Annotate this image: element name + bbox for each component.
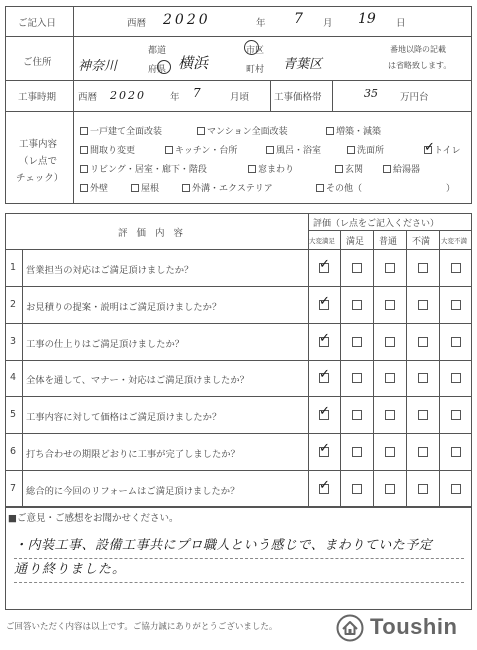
option-label: キッチン・台所 — [175, 146, 238, 156]
period-label: 工事時期 — [18, 92, 57, 103]
rating-checkbox[interactable] — [352, 447, 362, 457]
row-question: 全体を通して、マナー・対応はご満足頂けましたか？ — [26, 375, 249, 386]
option-detached-house[interactable] — [80, 124, 162, 137]
row-question: 営業担当の対応はご満足頂けましたか？ — [26, 265, 194, 276]
content-label-3: チェック） — [16, 173, 64, 184]
comments-label: ■ご意見・ご感想をお聞かせください。 — [8, 513, 179, 524]
address-ward: 青葉区 — [283, 57, 323, 72]
option-kitchen[interactable] — [165, 143, 237, 156]
option-label: 洗面所 — [357, 146, 385, 156]
checkbox[interactable] — [326, 127, 334, 135]
option-label: トイレ — [434, 146, 461, 156]
rating-checkbox[interactable] — [352, 410, 362, 420]
row-number: 3 — [10, 336, 17, 347]
rating-checkbox[interactable] — [319, 337, 329, 347]
col-normal: 普通 — [379, 237, 398, 247]
rating-checkbox[interactable] — [418, 484, 428, 494]
rating-checkbox[interactable] — [418, 337, 428, 347]
rating-checkbox[interactable] — [319, 263, 329, 273]
date-label: ご記入日 — [18, 18, 57, 29]
rating-checkbox[interactable] — [451, 484, 461, 494]
row-number: 6 — [10, 446, 17, 457]
option-other[interactable] — [316, 181, 362, 194]
rating-checkbox[interactable] — [352, 263, 362, 273]
divider — [332, 80, 333, 111]
checkbox[interactable] — [165, 146, 173, 154]
divider — [22, 249, 23, 507]
divider — [5, 470, 472, 471]
rating-checkbox[interactable] — [385, 300, 395, 310]
option-label: 外溝・エクステリア — [192, 184, 273, 194]
rating-checkbox[interactable] — [352, 484, 362, 494]
option-mansion[interactable] — [197, 124, 288, 137]
address-cho-son: 町村 — [246, 65, 265, 75]
option-exterior[interactable] — [182, 181, 273, 194]
option-exterior-wall[interactable] — [80, 181, 108, 194]
period-year-unit: 年 — [170, 92, 180, 103]
col-very-satisfied: 大変満足 — [309, 237, 335, 245]
option-other-close: ） — [446, 184, 456, 194]
rating-checkbox[interactable] — [418, 373, 428, 383]
rating-checkbox[interactable] — [451, 373, 461, 383]
address-shi-ku: 市区 — [246, 46, 265, 56]
divider — [5, 360, 472, 361]
option-roof[interactable] — [131, 181, 159, 194]
option-label: 風呂・浴室 — [276, 146, 322, 156]
checkbox[interactable] — [266, 146, 274, 154]
divider — [5, 80, 472, 81]
option-washroom[interactable] — [347, 143, 384, 156]
checkbox[interactable] — [347, 146, 355, 154]
option-water-heater[interactable] — [383, 162, 420, 175]
rating-checkbox[interactable] — [418, 410, 428, 420]
date-day-unit: 日 — [396, 18, 406, 29]
option-extension[interactable] — [326, 124, 381, 137]
checkbox[interactable] — [182, 184, 190, 192]
option-label: 増築・減築 — [336, 127, 382, 137]
checkbox[interactable] — [80, 127, 88, 135]
rating-checkbox[interactable] — [418, 300, 428, 310]
rating-heading: 評価（レ点をご記入ください） — [313, 219, 440, 229]
address-label: ご住所 — [23, 57, 52, 68]
content-label-2: （レ点で — [19, 156, 58, 167]
option-label: 玄関 — [345, 165, 364, 175]
rating-checkbox[interactable] — [451, 300, 461, 310]
option-label: 窓まわり — [258, 165, 295, 175]
date-era: 西暦 — [127, 18, 147, 29]
divider — [5, 433, 472, 434]
checkbox[interactable] — [316, 184, 324, 192]
row-question: お見積りの提案・説明はご満足頂けましたか？ — [26, 302, 222, 313]
address-note-2: は省略致します。 — [388, 61, 452, 70]
circle-mark — [157, 60, 171, 74]
option-label: 屋根 — [141, 184, 160, 194]
divider — [5, 286, 472, 287]
period-era: 西暦 — [78, 92, 98, 103]
row-number: 1 — [10, 262, 17, 273]
checkbox[interactable] — [335, 165, 343, 173]
date-day: 19 — [358, 11, 376, 27]
rating-checkbox[interactable] — [319, 447, 329, 457]
option-label: リビング・居室・廊下・階段 — [90, 165, 207, 175]
divider — [5, 323, 472, 324]
divider — [5, 249, 472, 250]
rating-checkbox[interactable] — [451, 447, 461, 457]
rating-checkbox[interactable] — [352, 300, 362, 310]
address-to-do: 都道 — [148, 46, 167, 56]
option-window[interactable] — [248, 162, 294, 175]
divider — [340, 230, 341, 507]
option-label: 給湯器 — [393, 165, 421, 175]
option-label: 一戸建て全面改装 — [90, 127, 163, 137]
rating-checkbox[interactable] — [451, 263, 461, 273]
footer-text: ご回答いただく内容は以上です。ご協力誠にありがとうございました。 — [6, 622, 278, 632]
option-toilet[interactable] — [424, 143, 461, 156]
rating-checkbox[interactable] — [319, 300, 329, 310]
price-label: 工事価格帯 — [274, 92, 322, 103]
checkbox[interactable] — [383, 165, 391, 173]
option-entrance[interactable] — [335, 162, 363, 175]
col-dissatisfied: 不満 — [412, 237, 431, 247]
divider — [373, 230, 374, 507]
divider — [5, 396, 472, 397]
address-note-1: 番地以降の記載 — [390, 45, 446, 54]
checkbox[interactable] — [80, 165, 88, 173]
period-month-unit: 月頃 — [230, 92, 250, 103]
rating-checkbox[interactable] — [418, 447, 428, 457]
date-year-unit: 年 — [256, 18, 266, 29]
comment-line — [14, 582, 464, 583]
option-bath[interactable] — [266, 143, 321, 156]
option-label: 外壁 — [90, 184, 109, 194]
checkbox[interactable] — [80, 184, 88, 192]
checkbox[interactable] — [131, 184, 139, 192]
row-question: 総合的に今回のリフォームはご満足頂けましたか？ — [26, 486, 240, 497]
row-number: 4 — [10, 372, 17, 383]
col-satisfied: 満足 — [346, 237, 365, 247]
period-year: 2020 — [110, 89, 146, 102]
row-number: 5 — [10, 409, 17, 420]
rating-checkbox[interactable] — [385, 373, 395, 383]
divider — [5, 111, 472, 112]
comment-text-1: ・内装工事、設備工事共にプロ職人という感じで、まわりていた予定 — [14, 538, 433, 553]
checkbox[interactable] — [80, 146, 88, 154]
rating-checkbox[interactable] — [418, 263, 428, 273]
checkbox-checked[interactable] — [424, 146, 432, 154]
address-prefecture: 神奈川 — [78, 59, 118, 74]
house-logo-icon — [336, 614, 364, 642]
divider — [406, 230, 407, 507]
row-question: 工事内容に対して価格はご満足頂けましたか？ — [26, 412, 222, 423]
period-month: 7 — [193, 86, 201, 100]
row-question: 工事の仕上りはご満足頂けましたか？ — [26, 339, 185, 350]
checkbox[interactable] — [197, 127, 205, 135]
rating-checkbox[interactable] — [385, 337, 395, 347]
date-month-unit: 月 — [323, 18, 333, 29]
rating-checkbox[interactable] — [352, 337, 362, 347]
col-very-dissatisfied: 大変不満 — [441, 237, 467, 245]
address-city: 横浜 — [178, 54, 209, 72]
rating-checkbox[interactable] — [451, 337, 461, 347]
rating-checkbox[interactable] — [385, 263, 395, 273]
row-number: 7 — [10, 483, 17, 494]
option-label: その他（ — [326, 184, 363, 194]
option-layout[interactable] — [80, 143, 135, 156]
content-label-1: 工事内容 — [19, 139, 58, 150]
rating-checkbox[interactable] — [385, 484, 395, 494]
divider — [270, 80, 271, 111]
option-living[interactable] — [80, 162, 207, 175]
rating-checkbox[interactable] — [319, 484, 329, 494]
row-question: 打ち合わせの期限どおりに工事が完了しましたか？ — [26, 449, 240, 460]
rating-checkbox[interactable] — [385, 447, 395, 457]
date-month: 7 — [294, 11, 303, 27]
rating-checkbox[interactable] — [352, 373, 362, 383]
divider — [5, 36, 472, 37]
checkbox[interactable] — [248, 165, 256, 173]
row-number: 2 — [10, 299, 17, 310]
address-fu-ken: 府県 — [148, 65, 167, 75]
price-value: 35 — [364, 87, 378, 100]
divider — [73, 6, 74, 204]
divider — [439, 230, 440, 507]
option-label: 間取り変更 — [90, 146, 136, 156]
rating-checkbox[interactable] — [319, 373, 329, 383]
brand-name: Toushin — [370, 614, 458, 639]
option-label: マンション全面改装 — [207, 127, 288, 137]
evaluation-heading: 評 価 内 容 — [118, 228, 187, 239]
comment-text-2: 通り終りました。 — [14, 562, 127, 577]
rating-checkbox[interactable] — [319, 410, 329, 420]
price-unit: 万円台 — [400, 92, 429, 103]
divider — [308, 230, 472, 231]
rating-checkbox[interactable] — [385, 410, 395, 420]
rating-checkbox[interactable] — [451, 410, 461, 420]
date-year: 2020 — [163, 12, 211, 28]
